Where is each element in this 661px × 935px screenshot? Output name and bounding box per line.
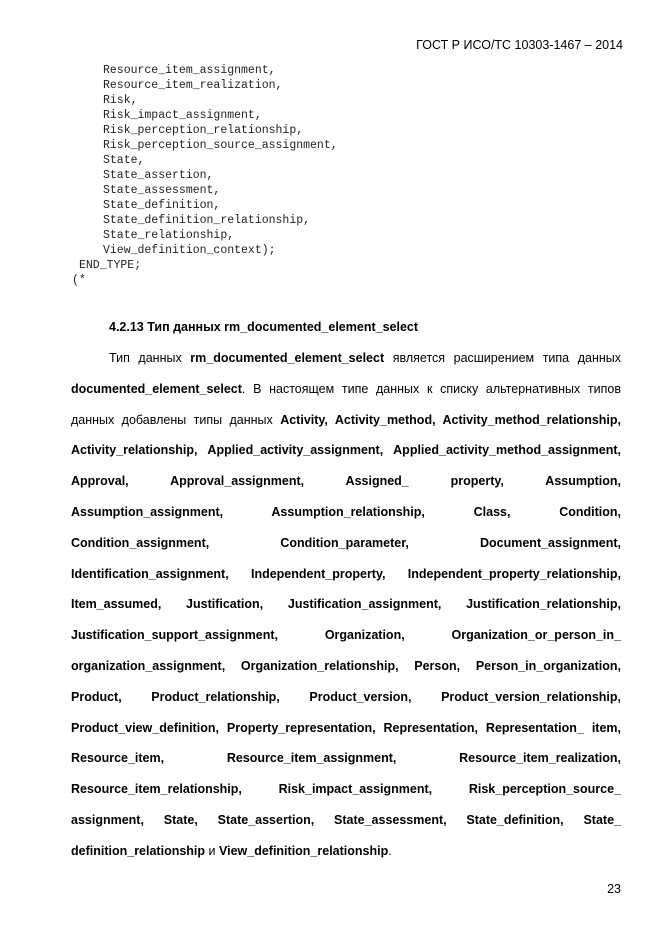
code-comment-open: (* xyxy=(72,274,86,287)
paragraph-text: . В настоящем типе данных к списку альтернативных типов данных добавлены типы данных xyxy=(71,381,621,427)
code-line: Risk_perception_relationship, xyxy=(103,124,304,137)
document-standard-header: ГОСТ Р ИСО/ТС 10303-1467 – 2014 xyxy=(416,38,623,52)
code-line: State_definition, xyxy=(103,199,221,212)
code-line: State_definition_relationship, xyxy=(103,214,311,227)
section-heading: 4.2.13 Тип данных rm_documented_element_select xyxy=(109,320,419,334)
paragraph-type-list: Activity, Activity_method, Activity_method_relationship, Activity_relationship, Applied_activity_assignment, Applied_activity_method_assignment, Approval, Approval_assignment, Assigned_ property, Assumption, Assumption_assignment, Assumption_relationship, Class, Condition, Condition_assignment, Condition_parameter, Document_assignment, Identification_assignment, Independent_property, Independent_property_relationship, Item_assumed, Justification, Justification_assignment, Justification_relationship, Justification_support_assignment, Organization, Organization_or_person_in_ organization_assignment, Organization_relationship, Person, Person_in_organization, Product, Product_relationship, Product_version, Product_version_relationship, Product_view_definition, Property_representation, Representation, Representation_ item, Resource_item, Resource_item_assignment, Resource_item_realization, Resource_item_relationship, Risk_impact_assignment, Risk_perception_source_ assignment, State, State_assertion, State_assessment, State_definition, State_ definition_relationship xyxy=(71,412,621,858)
code-line: Risk_perception_source_assignment, xyxy=(103,139,338,152)
paragraph-text: и xyxy=(205,843,219,858)
code-line: View_definition_context); xyxy=(103,244,276,257)
paragraph-type-name: rm_documented_element_select xyxy=(190,351,385,365)
code-line: Risk, xyxy=(103,94,138,107)
paragraph-text: . xyxy=(388,843,392,858)
page-number: 23 xyxy=(607,882,621,896)
section-paragraph xyxy=(71,343,621,867)
code-line: Risk_impact_assignment, xyxy=(103,109,262,122)
paragraph-type-name: View_definition_relationship xyxy=(218,843,389,858)
paragraph-type-name: documented_element_select xyxy=(71,381,242,396)
express-code-block xyxy=(0,63,661,288)
code-line: State_relationship, xyxy=(103,229,235,242)
code-end-type: END_TYPE; xyxy=(79,259,142,272)
code-line: Resource_item_assignment, xyxy=(103,64,276,77)
code-line: State_assertion, xyxy=(103,169,214,182)
paragraph-text: Тип данных xyxy=(109,351,191,365)
code-line: State, xyxy=(103,154,145,167)
paragraph-text: является расширением типа данных xyxy=(384,351,621,365)
code-line: State_assessment, xyxy=(103,184,221,197)
code-line: Resource_item_realization, xyxy=(103,79,283,92)
